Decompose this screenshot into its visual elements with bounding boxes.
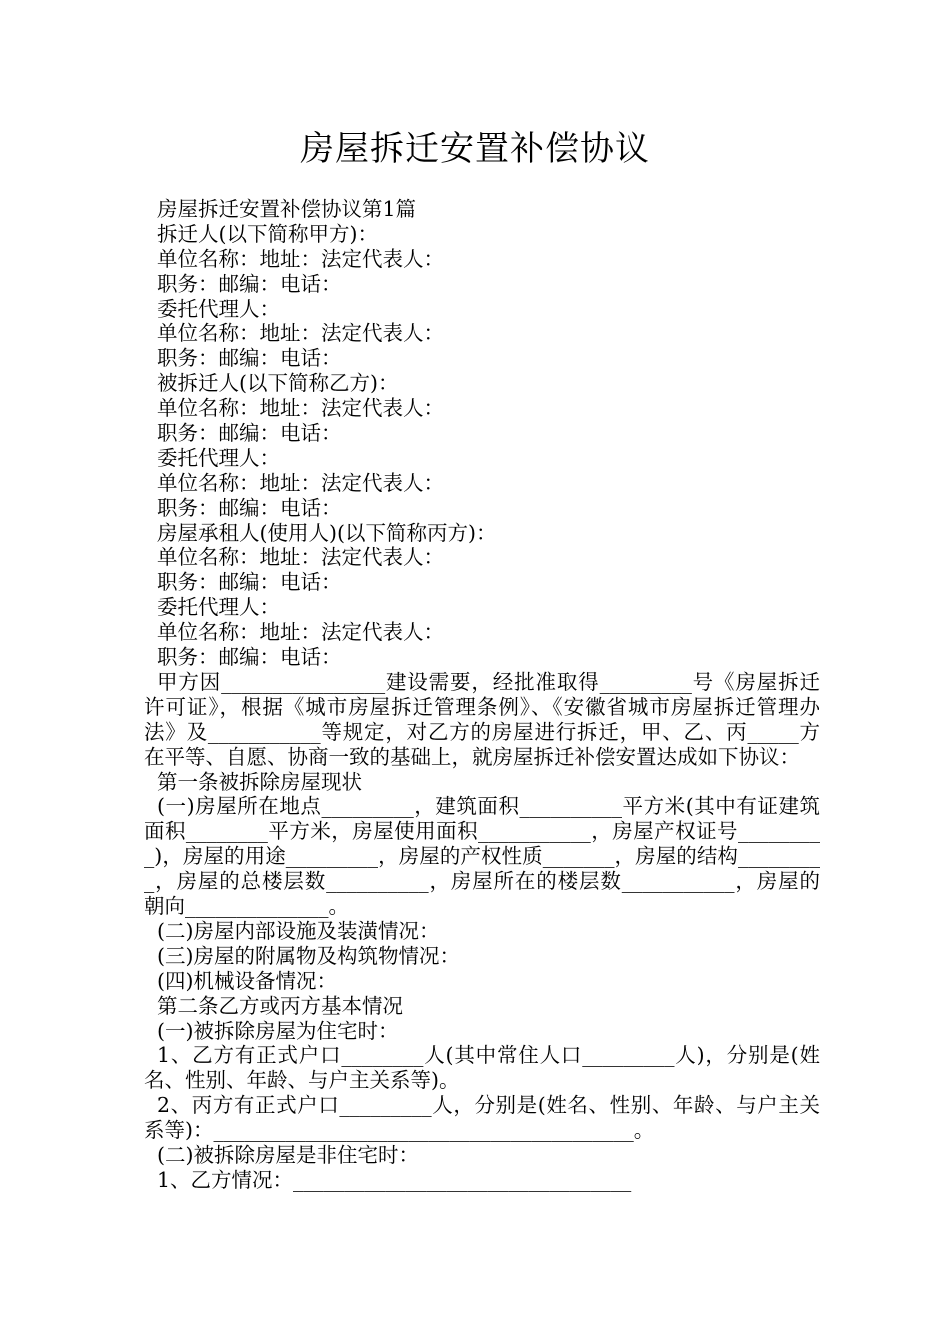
article-heading: 第二条乙方或丙方基本情况 [157, 993, 403, 1018]
text-line: 单位名称：地址：法定代表人： [157, 246, 444, 271]
property-status-paragraph: (一)房屋所在地点_________，建筑面积__________平方米(其中有证建筑面积________平方米，房屋使用面积___________，房屋产权证号_________)，房屋的用途_________，房屋的产权性质_______，房屋的结构_________，房屋的总楼层数__________，房屋所在的楼层数___________，房屋的朝向______________。 [144, 794, 820, 919]
text-line: 拆迁人(以下简称甲方)： [157, 221, 378, 246]
document-body [144, 197, 820, 1193]
text-line: 被拆迁人(以下简称乙方)： [157, 371, 399, 396]
text-line: (一)被拆除房屋为住宅时： [157, 1018, 399, 1043]
document-title: 房屋拆迁安置补偿协议 [300, 129, 650, 169]
text-line: 职务：邮编：电话： [157, 570, 342, 595]
text-line: (四)机械设备情况： [157, 968, 337, 993]
text-line: (二)房屋内部设施及装潢情况： [157, 918, 440, 943]
text-line: 1、乙方情况：_________________________________ [157, 1167, 632, 1192]
text-line: (三)房屋的附属物及构筑物情况： [157, 943, 460, 968]
text-line: 职务：邮编：电话： [157, 346, 342, 371]
text-line: 房屋承租人(使用人)(以下简称丙方)： [157, 520, 497, 545]
text-line: 委托代理人： [157, 296, 280, 321]
text-line: 职务：邮编：电话： [157, 495, 342, 520]
text-line: 单位名称：地址：法定代表人： [157, 470, 444, 495]
household-paragraph-c: 2、丙方有正式户口_________人，分别是(姓名、性别、年龄、与户主关系等)：_________________________________________。 [144, 1093, 820, 1143]
text-line: 单位名称：地址：法定代表人： [157, 545, 444, 570]
text-line: 委托代理人： [157, 445, 280, 470]
text-line: 单位名称：地址：法定代表人： [157, 321, 444, 346]
text-line: 职务：邮编：电话： [157, 645, 342, 670]
household-paragraph-b: 1、乙方有正式户口________人(其中常住人口_________人)，分别是(姓名、性别、年龄、与户主关系等)。 [144, 1043, 820, 1093]
article-heading: 第一条被拆除房屋现状 [157, 769, 362, 794]
text-line: (二)被拆除房屋是非住宅时： [157, 1143, 419, 1168]
text-line: 职务：邮编：电话： [157, 271, 342, 296]
intro-paragraph: 甲方因________________建设需要，经批准取得_________号《房屋拆迁许可证》，根据《城市房屋拆迁管理条例》、《安徽省城市房屋拆迁管理办法》及___________等规定，对乙方的房屋进行拆迁，甲、乙、丙_____方在平等、自愿、协商一致的基础上，就房屋拆迁补偿安置达成如下协议： [144, 669, 820, 769]
text-line: 委托代理人： [157, 595, 280, 620]
text-line: 单位名称：地址：法定代表人： [157, 396, 444, 421]
text-line: 单位名称：地址：法定代表人： [157, 620, 444, 645]
text-line: 房屋拆迁安置补偿协议第1篇 [157, 197, 417, 221]
text-line: 职务：邮编：电话： [157, 421, 342, 446]
